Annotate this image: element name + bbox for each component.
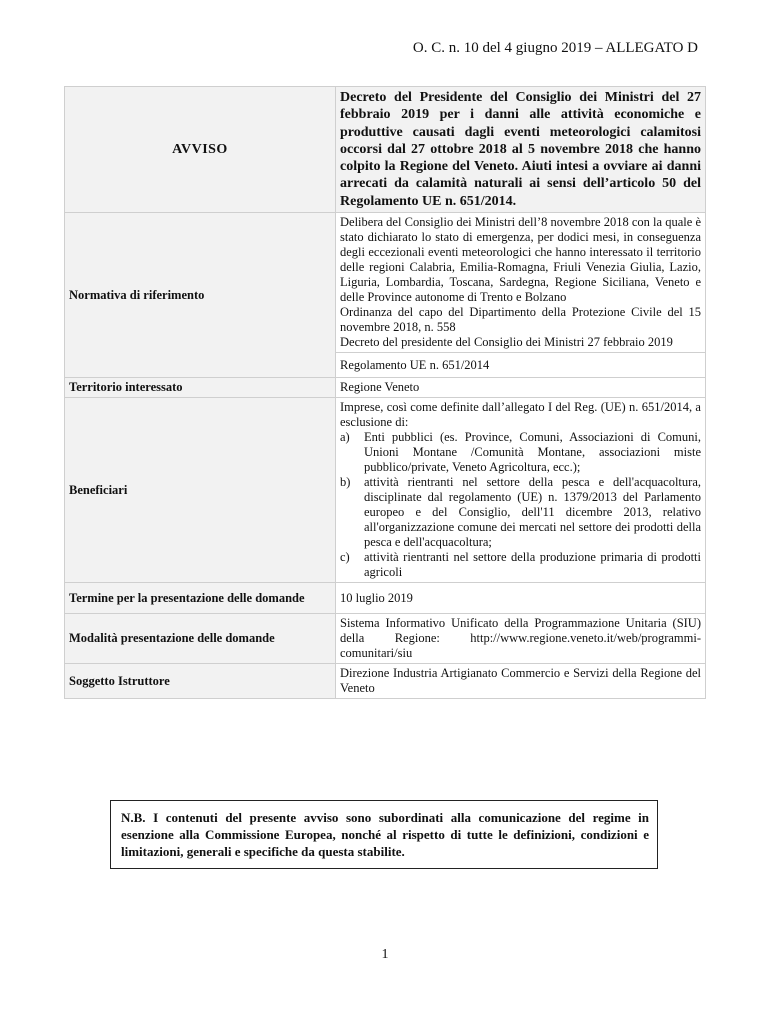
row-soggetto xyxy=(65,664,706,699)
normativa-item: Ordinanza del capo del Dipartimento della Protezione Civile del 15 novembre 2018, n. 558 xyxy=(340,305,701,335)
document-header: O. C. n. 10 del 4 giugno 2019 – ALLEGATO D xyxy=(412,40,698,56)
page-number: 1 xyxy=(381,947,389,962)
termine-value: 10 luglio 2019 xyxy=(336,583,706,614)
beneficiari-value xyxy=(336,398,706,583)
exclusion-list xyxy=(340,430,701,580)
modalita-label: Modalità presentazione delle domande xyxy=(65,614,336,664)
normativa-value xyxy=(336,213,706,353)
normativa-item: Delibera del Consiglio dei Ministri dell’8 novembre 2018 con la quale è stato dichiarato lo stato di emergenza, per dodici mesi, in conseguenza degli eccezionali eventi meteorologici che hanno interessato il territorio delle regioni Calabria, Emilia-Romagna, Friuli Venezia Giulia, Lazio, Liguria, Lombardia, Toscana, Sardegna, Regione Siciliana, Veneto e delle Province autonome di Trento e Bolzano xyxy=(340,215,701,305)
list-text: attività rientranti nel settore della produzione primaria di prodotti agricoli xyxy=(364,550,701,580)
list-item xyxy=(340,475,701,550)
soggetto-label: Soggetto Istruttore xyxy=(65,664,336,699)
row-beneficiari xyxy=(65,398,706,583)
list-text: attività rientranti nel settore della pesca e dell'acquacoltura, disciplinate dal regolamento (UE) n. 1379/2013 del Parlamento europeo e del Consiglio, dell'11 dicembre 2013, relativo all'organizzazione comune dei mercati nel settore dei prodotti della pesca e dell'acquacoltura; xyxy=(364,475,701,550)
list-item xyxy=(340,550,701,580)
row-territorio xyxy=(65,378,706,398)
row-normativa xyxy=(65,213,706,353)
notice-table xyxy=(64,86,706,699)
beneficiari-intro: Imprese, così come definite dall’allegato I del Reg. (UE) n. 651/2014, a esclusione di: xyxy=(340,400,701,430)
territorio-label: Territorio interessato xyxy=(65,378,336,398)
avviso-label: AVVISO xyxy=(65,87,336,213)
avviso-title: Decreto del Presidente del Consiglio dei Ministri del 27 febbraio 2019 per i danni alle attività economiche e produttive causati dagli eventi meteorologici calamitosi occorsi dal 27 ottobre 2018 al 5 novembre 2018 che hanno colpito la Regione del Veneto. Aiuti intesi a ovviare ai danni arrecati da calamità naturali ai sensi dell’articolo 50 del Regolamento UE n. 651/2014. xyxy=(336,87,706,213)
normativa-item: Decreto del presidente del Consiglio dei Ministri 27 febbraio 2019 xyxy=(340,335,673,350)
normativa-regolamento: Regolamento UE n. 651/2014 xyxy=(336,353,706,378)
list-marker: a) xyxy=(340,430,350,445)
territorio-value: Regione Veneto xyxy=(336,378,706,398)
soggetto-value: Direzione Industria Artigianato Commercio e Servizi della Regione del Veneto xyxy=(336,664,706,699)
nb-note: N.B. I contenuti del presente avviso sono subordinati alla comunicazione del regime in esenzione alla Commissione Europea, nonché al rispetto di tutte le definizioni, condizioni e limitazioni, generali e specifiche da questa stabilite. xyxy=(110,800,658,869)
row-modalita xyxy=(65,614,706,664)
list-item xyxy=(340,430,701,475)
list-marker: c) xyxy=(340,550,350,565)
row-avviso xyxy=(65,87,706,213)
beneficiari-label: Beneficiari xyxy=(65,398,336,583)
list-marker: b) xyxy=(340,475,351,490)
termine-label: Termine per la presentazione delle domande xyxy=(65,583,336,614)
row-termine xyxy=(65,583,706,614)
normativa-label: Normativa di riferimento xyxy=(65,213,336,378)
list-text: Enti pubblici (es. Province, Comuni, Associazioni di Comuni, Unioni Montane /Comunità Montane, associazioni miste pubblico/private, Veneto Agricoltura, ecc.); xyxy=(364,430,701,475)
modalita-value: Sistema Informativo Unificato della Programmazione Unitaria (SIU) della Regione: http://www.regione.veneto.it/web/programmi-comunitari/siu xyxy=(336,614,706,664)
